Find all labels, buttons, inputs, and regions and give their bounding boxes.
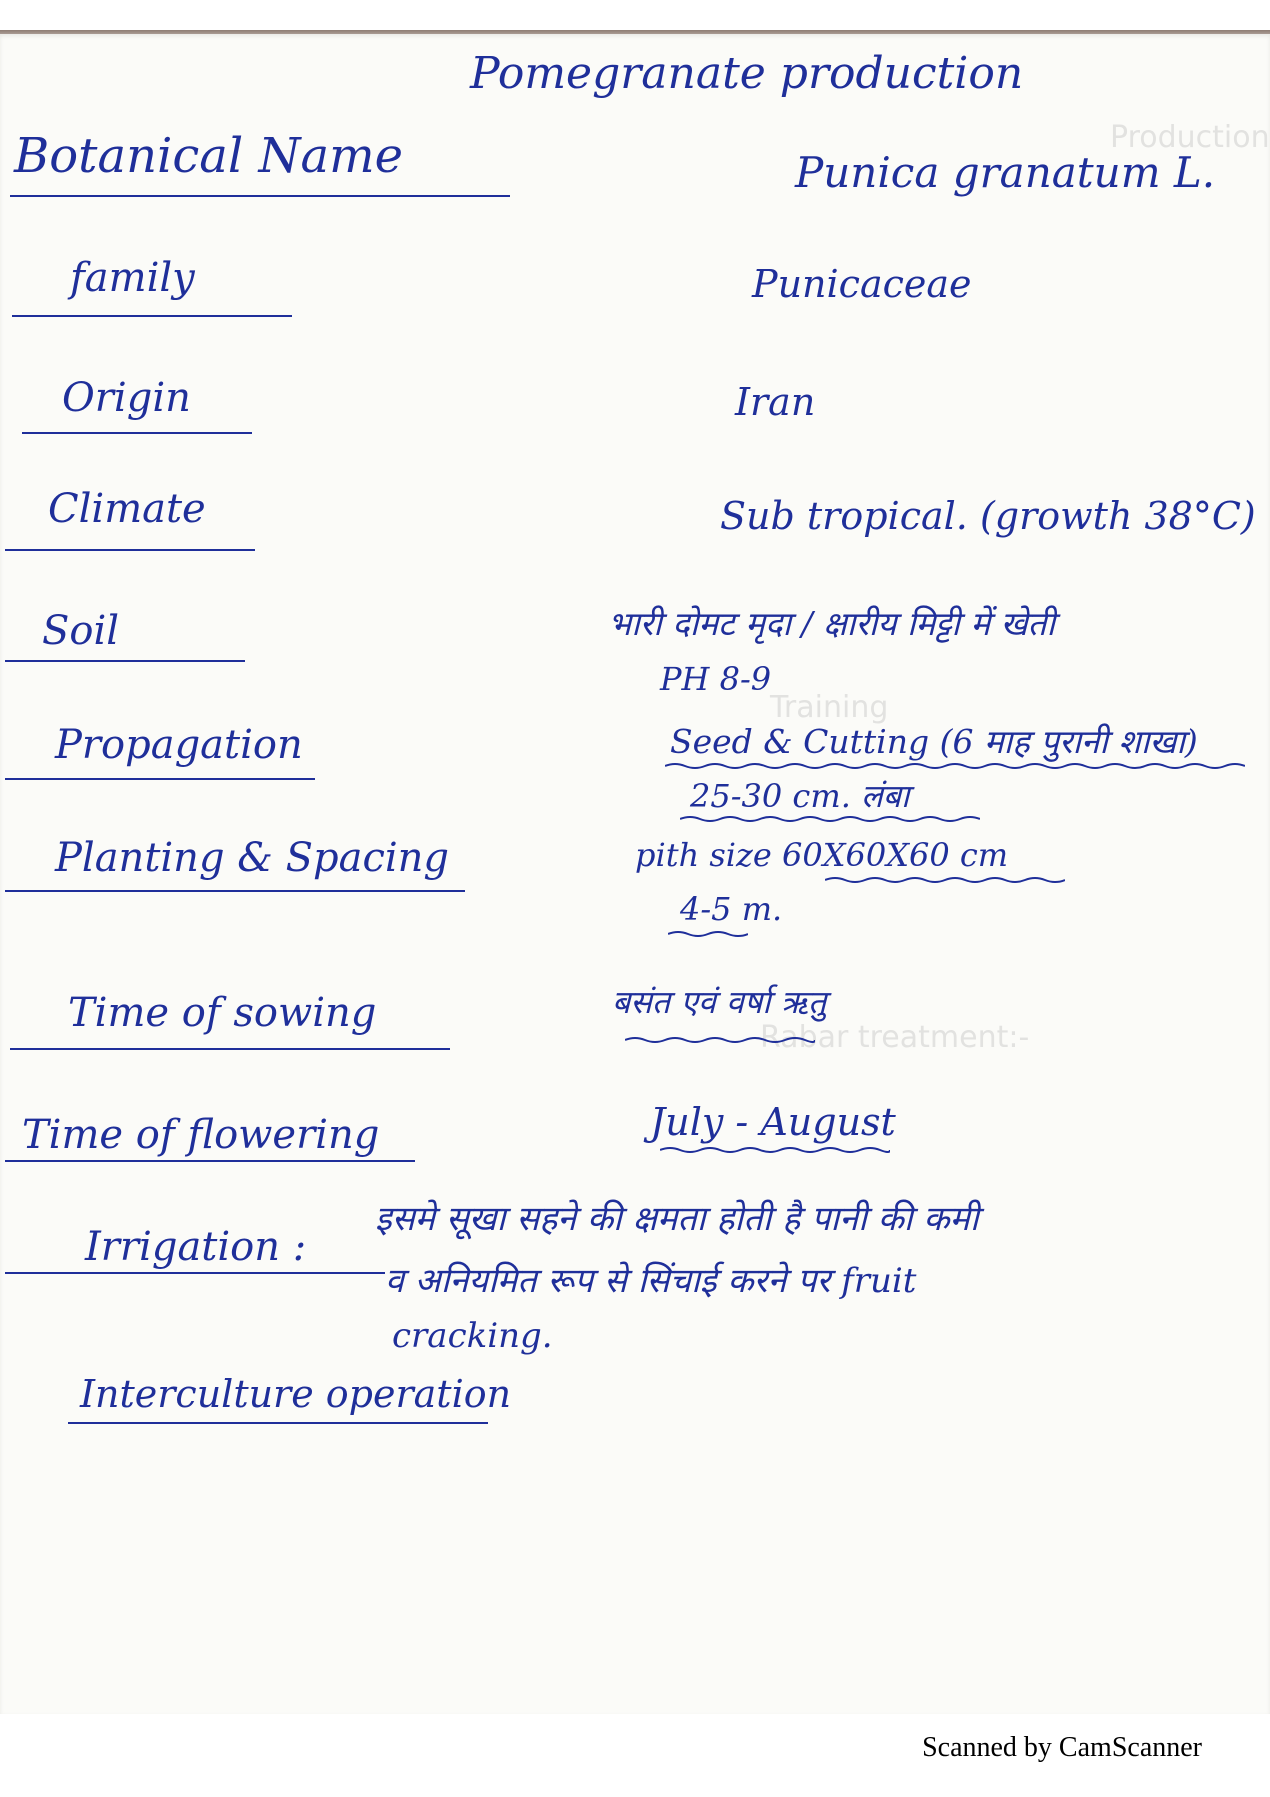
underline — [22, 432, 252, 434]
underline — [5, 1272, 385, 1274]
irrigation-text-line3: cracking. — [392, 1316, 553, 1356]
underline — [5, 660, 245, 662]
underline — [5, 1160, 415, 1162]
wavy-underline — [668, 930, 748, 938]
label-botanical-name: Botanical Name — [14, 128, 403, 184]
page-title: Pomegranate production — [470, 48, 1024, 99]
label-propagation: Propagation — [55, 722, 303, 768]
label-soil: Soil — [42, 608, 120, 654]
underline — [5, 890, 465, 892]
value-soil: भारी दोमट मृदा / क्षारीय मिट्टी में खेती — [608, 604, 1056, 643]
value-soil-ph: PH 8-9 — [660, 660, 772, 698]
value-pit-size: pith size 60X60X60 cm — [635, 836, 1009, 874]
wavy-underline — [825, 876, 1065, 884]
bleed-through-text: Training — [770, 690, 889, 725]
underline — [5, 778, 315, 780]
scanner-watermark: Scanned by CamScanner — [922, 1732, 1202, 1763]
label-time-of-sowing: Time of sowing — [68, 990, 377, 1036]
wavy-underline — [625, 1036, 815, 1044]
label-climate: Climate — [48, 486, 206, 532]
value-botanical-name: Punica granatum L. — [795, 148, 1216, 197]
irrigation-text-line2: व अनियमित रूप से सिंचाई करने पर fruit — [385, 1261, 917, 1301]
underline — [10, 195, 510, 197]
value-propagation: Seed & Cutting (6 माह पुरानी शाखा) — [670, 722, 1198, 761]
label-planting-spacing: Planting & Spacing — [55, 835, 450, 881]
value-propagation-length: 25-30 cm. लंबा — [690, 777, 910, 815]
label-time-of-flowering: Time of flowering — [22, 1112, 380, 1158]
underline — [12, 315, 292, 317]
irrigation-text-line1: इसमे सूखा सहने की क्षमता होती है पानी की कमी — [375, 1199, 979, 1239]
underline — [5, 549, 255, 551]
underline — [68, 1422, 488, 1424]
wavy-underline — [680, 815, 980, 823]
bleed-through-text: Production — [1110, 120, 1270, 155]
label-interculture-operation: Interculture operation — [80, 1372, 512, 1416]
label-family: family — [70, 255, 195, 301]
value-climate: Sub tropical. (growth 38°C) — [720, 494, 1256, 538]
wavy-underline — [665, 762, 1245, 770]
value-family: Punicaceae — [752, 262, 972, 306]
value-time-of-flowering: July - August — [650, 1100, 896, 1144]
value-time-of-sowing: बसंत एवं वर्षा ऋतु — [612, 983, 827, 1021]
label-irrigation: Irrigation : — [85, 1224, 307, 1270]
value-origin: Iran — [735, 380, 816, 424]
wavy-underline — [660, 1146, 890, 1154]
value-spacing: 4-5 m. — [680, 890, 783, 928]
label-origin: Origin — [62, 375, 191, 421]
underline — [10, 1048, 450, 1050]
bleed-through-text: Rabar treatment:- — [760, 1020, 1030, 1055]
